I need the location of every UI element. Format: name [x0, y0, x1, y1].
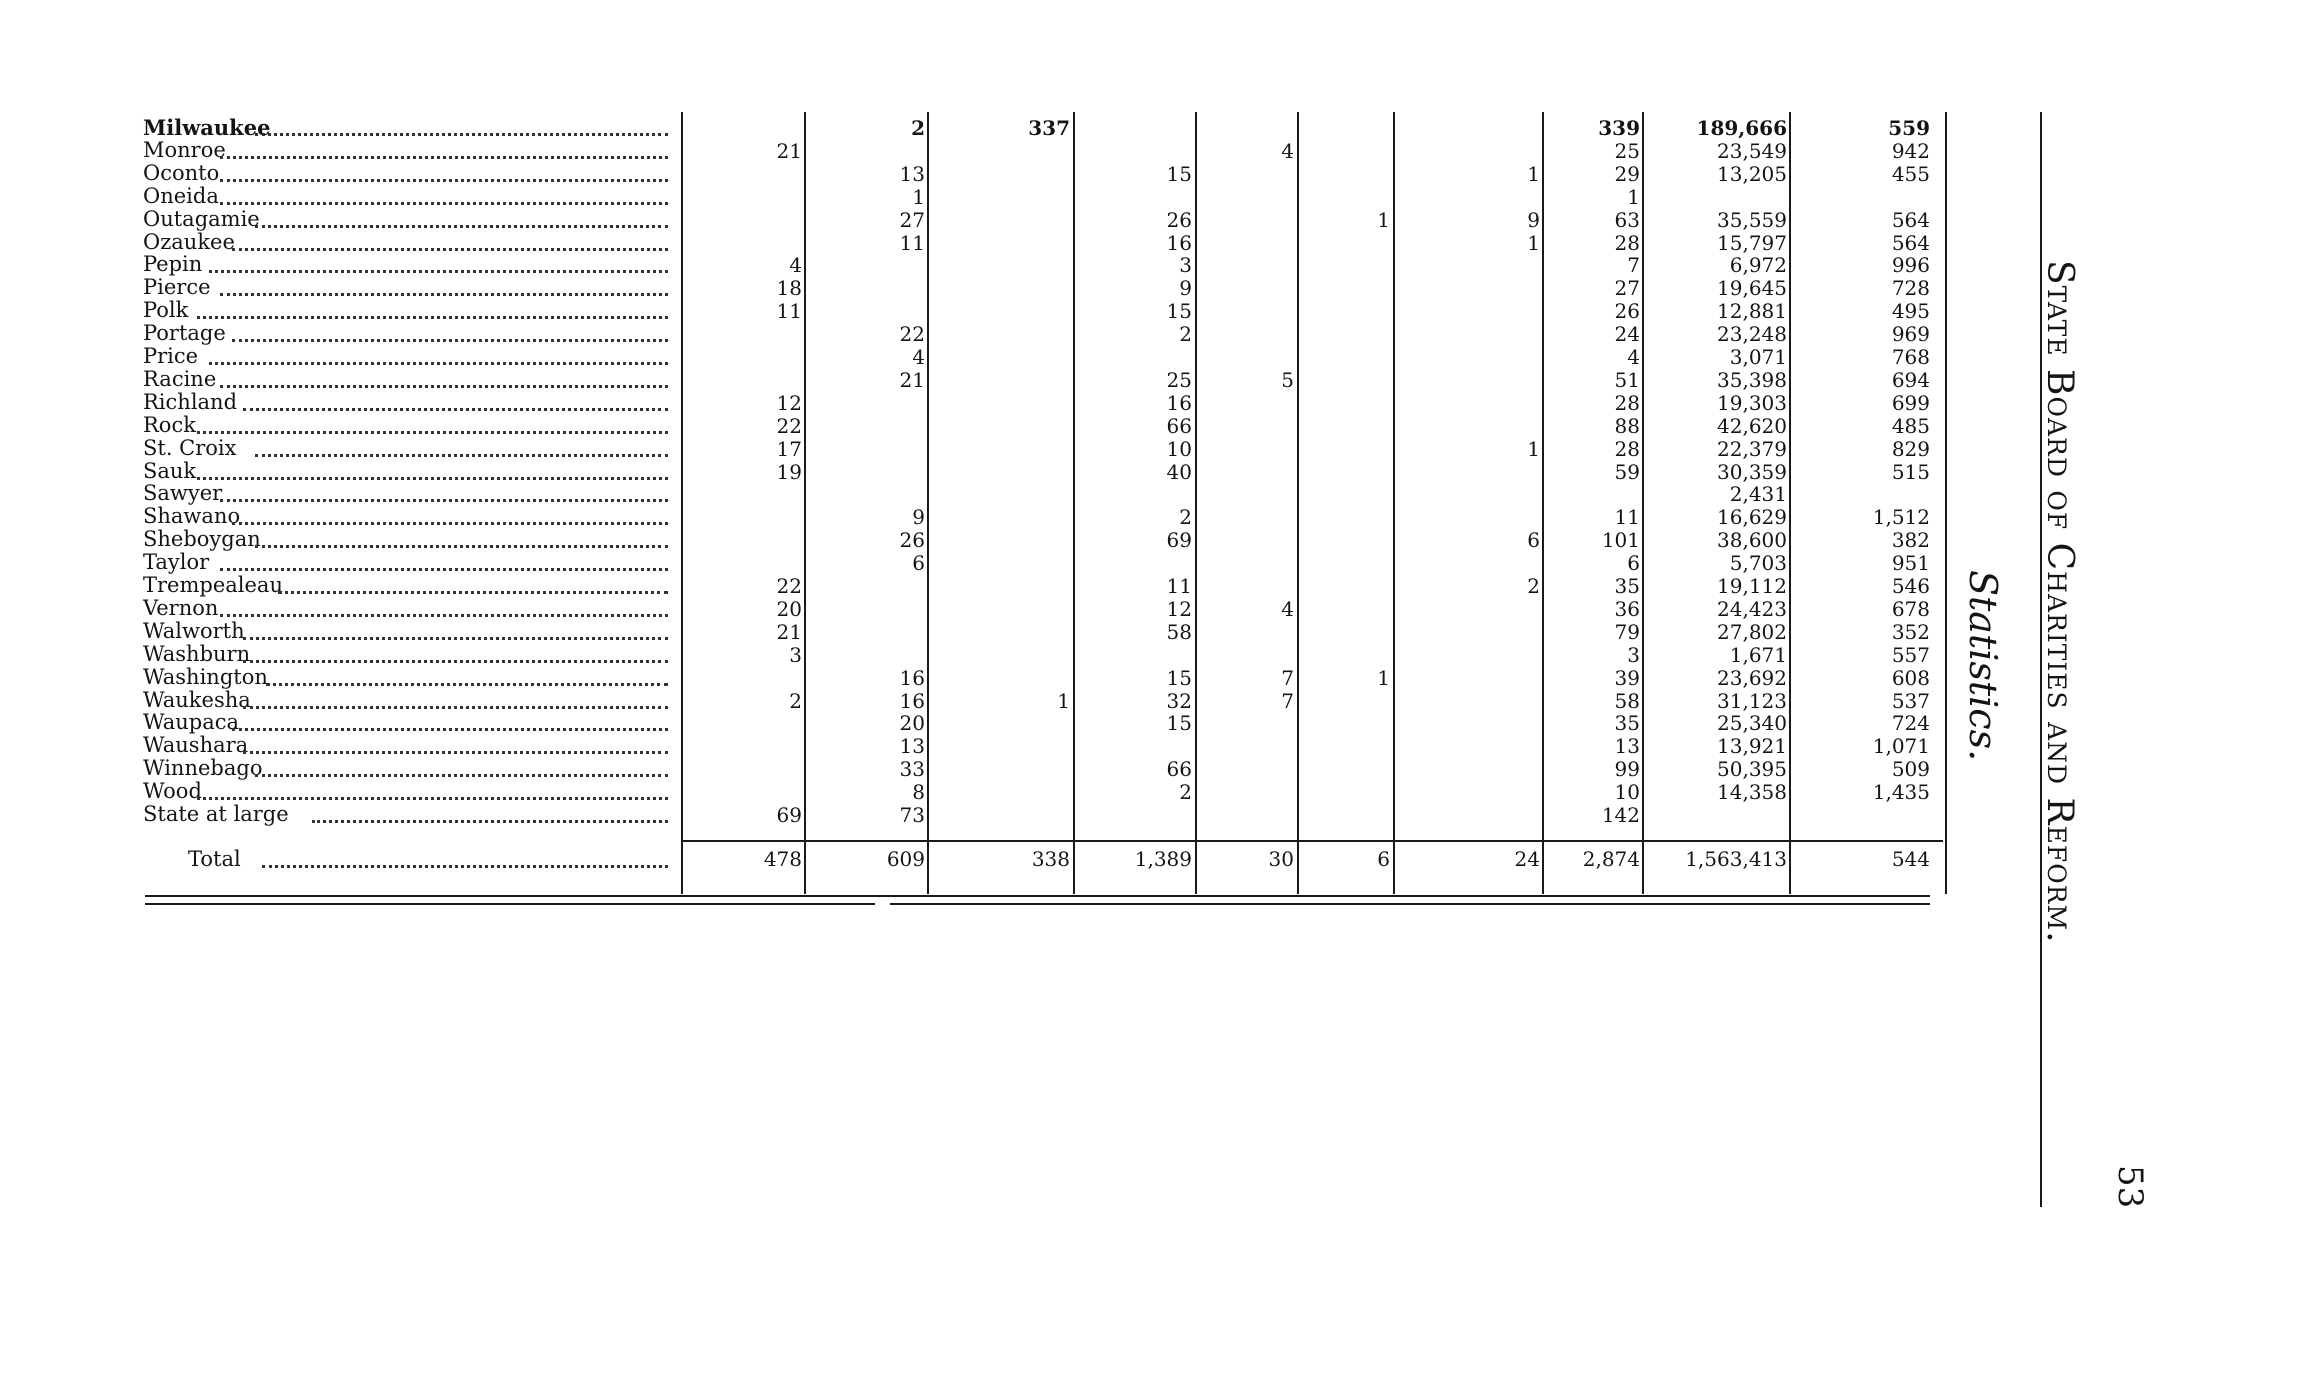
- cell-c8: 13: [1614, 734, 1640, 759]
- total-c10: 544: [1891, 847, 1930, 871]
- cell-c4: 15: [1166, 711, 1192, 736]
- cell-c10: 515: [1891, 459, 1930, 484]
- cell-c1: 2: [789, 688, 802, 713]
- leader-dots: [243, 406, 668, 411]
- section-title: Statistics.: [1961, 570, 2005, 762]
- row-name: Monroe: [143, 137, 226, 162]
- row-name: Taylor: [143, 550, 210, 575]
- total-c7: 24: [1514, 847, 1540, 871]
- leader-dots: [232, 726, 669, 731]
- column-rule: [1945, 112, 1947, 894]
- row-name: Pierce: [143, 275, 211, 300]
- row-name: Winnebago: [143, 756, 263, 781]
- cell-c10: 382: [1891, 528, 1930, 553]
- cell-c10: 455: [1891, 161, 1930, 186]
- cell-c10: 829: [1891, 436, 1930, 461]
- leader-dots: [255, 772, 669, 777]
- leader-dots: [255, 223, 669, 228]
- cell-c4: 15: [1166, 299, 1192, 324]
- horizontal-rule: [890, 903, 1930, 905]
- row-name: Outagamie: [143, 206, 260, 231]
- cell-c8: 39: [1614, 665, 1640, 690]
- cell-c4: 2: [1179, 780, 1192, 805]
- column-rule: [1393, 112, 1395, 894]
- cell-c4: 40: [1166, 459, 1192, 484]
- row-name: Waushara: [143, 733, 249, 758]
- cell-c8: 51: [1614, 367, 1640, 392]
- cell-c10: 1,435: [1872, 780, 1930, 805]
- row-name: Oneida: [143, 183, 219, 208]
- total-c8: 2,874: [1582, 847, 1640, 871]
- cell-c10: 485: [1891, 413, 1930, 438]
- cell-c8: 4: [1627, 345, 1640, 369]
- leader-dots: [197, 429, 668, 434]
- cell-c7: 1: [1527, 230, 1540, 255]
- leader-dots: [255, 543, 669, 548]
- cell-c2: 11: [899, 230, 925, 255]
- cell-c8: 6: [1627, 551, 1640, 576]
- leader-dots: [232, 520, 669, 525]
- total-c3: 338: [1031, 847, 1070, 871]
- leader-dots: [243, 749, 668, 754]
- cell-c10: 678: [1891, 596, 1930, 621]
- cell-c2: 21: [899, 367, 925, 392]
- row-name: Washburn: [143, 641, 251, 666]
- leader-dots: [255, 131, 669, 136]
- cell-c2: 22: [899, 322, 925, 347]
- row-name: Milwaukee: [143, 115, 271, 140]
- cell-c8: 79: [1614, 619, 1640, 644]
- cell-c8: 1: [1627, 184, 1640, 209]
- cell-c2: 9: [912, 505, 925, 530]
- cell-c4: 9: [1179, 276, 1192, 301]
- cell-c10: 694: [1891, 367, 1930, 392]
- cell-c9: 24,423: [1717, 596, 1787, 621]
- row-name: Shawano: [143, 504, 241, 529]
- cell-c9: 35,559: [1717, 207, 1787, 232]
- leader-dots: [220, 291, 668, 296]
- cell-c8: 35: [1614, 574, 1640, 598]
- total-c2: 609: [886, 847, 925, 871]
- cell-c8: 35: [1614, 711, 1640, 736]
- cell-c4: 66: [1166, 413, 1192, 438]
- cell-c10: 724: [1891, 711, 1930, 736]
- cell-c5: 5: [1281, 367, 1294, 392]
- cell-c8: 28: [1614, 436, 1640, 461]
- row-name: Walworth: [143, 618, 245, 643]
- leader-dots: [220, 566, 668, 571]
- cell-c8: 58: [1614, 688, 1640, 713]
- cell-c1: 20: [776, 596, 802, 621]
- leader-dots: [197, 314, 668, 319]
- cell-c8: 29: [1614, 161, 1640, 186]
- cell-c9: 23,549: [1717, 138, 1787, 163]
- leader-dots: [243, 635, 668, 640]
- cell-c4: 66: [1166, 757, 1192, 782]
- row-name: Pepin: [143, 252, 203, 277]
- cell-c7: 6: [1527, 528, 1540, 553]
- cell-c2: 26: [899, 528, 925, 553]
- row-name: Waukesha: [143, 687, 251, 712]
- cell-c1: 21: [776, 619, 802, 644]
- cell-c4: 15: [1166, 665, 1192, 690]
- cell-c2: 8: [912, 780, 925, 805]
- page-header-title: State Board of Charities and Reform.: [2039, 260, 2080, 944]
- leader-dots: [197, 475, 668, 480]
- cell-c9: 15,797: [1717, 230, 1787, 255]
- leader-dots: [220, 200, 668, 205]
- cell-c6: 1: [1377, 665, 1390, 690]
- leader-dots: [197, 795, 668, 800]
- cell-c4: 12: [1166, 596, 1192, 621]
- cell-c9: 35,398: [1717, 367, 1787, 392]
- cell-c1: 3: [789, 642, 802, 667]
- cell-c10: 951: [1891, 551, 1930, 576]
- cell-c2: 1: [912, 184, 925, 209]
- cell-c9: 23,692: [1717, 665, 1787, 690]
- leader-dots: [232, 337, 669, 342]
- cell-c8: 3: [1627, 642, 1640, 667]
- cell-c2: 2: [911, 116, 925, 140]
- cell-c6: 1: [1377, 207, 1390, 232]
- cell-c4: 10: [1166, 436, 1192, 461]
- horizontal-rule: [681, 840, 1943, 842]
- cell-c8: 7: [1627, 253, 1640, 278]
- cell-c4: 26: [1166, 207, 1192, 232]
- column-rule: [804, 112, 806, 894]
- cell-c10: 996: [1891, 253, 1930, 278]
- cell-c9: 6,972: [1729, 253, 1787, 278]
- total-c5: 30: [1268, 847, 1294, 871]
- cell-c8: 36: [1614, 596, 1640, 621]
- cell-c9: 42,620: [1717, 413, 1787, 438]
- row-name: Vernon: [143, 595, 219, 620]
- cell-c9: 38,600: [1717, 528, 1787, 553]
- cell-c7: 9: [1527, 207, 1540, 232]
- leader-dots: [243, 658, 668, 663]
- cell-c3: 337: [1028, 116, 1070, 140]
- row-name: Washington: [143, 664, 268, 689]
- cell-c9: 12,881: [1717, 299, 1787, 324]
- column-rule: [1195, 112, 1197, 894]
- cell-c8: 59: [1614, 459, 1640, 484]
- cell-c10: 969: [1891, 322, 1930, 347]
- cell-c10: 728: [1891, 276, 1930, 301]
- cell-c10: 352: [1891, 619, 1930, 644]
- row-name: State at large: [143, 802, 289, 826]
- cell-c9: 3,071: [1729, 345, 1787, 369]
- cell-c9: 23,248: [1717, 322, 1787, 347]
- row-name: Polk: [143, 298, 189, 323]
- row-name: St. Croix: [143, 435, 237, 460]
- cell-c9: 2,431: [1729, 482, 1787, 507]
- cell-c4: 32: [1166, 688, 1192, 713]
- leader-dots: [220, 177, 668, 182]
- cell-c4: 15: [1166, 161, 1192, 186]
- cell-c10: 537: [1891, 688, 1930, 713]
- cell-c10: 1,512: [1872, 505, 1930, 530]
- cell-c5: 7: [1281, 665, 1294, 690]
- cell-c4: 69: [1166, 528, 1192, 553]
- cell-c1: 17: [776, 436, 802, 461]
- horizontal-rule: [145, 895, 1930, 897]
- cell-c2: 13: [899, 734, 925, 759]
- cell-c8: 88: [1614, 413, 1640, 438]
- cell-c1: 22: [776, 574, 802, 598]
- cell-c2: 6: [912, 551, 925, 576]
- cell-c1: 21: [776, 138, 802, 163]
- row-name: Sauk: [143, 458, 197, 483]
- leader-dots: [262, 863, 668, 868]
- leader-dots: [209, 268, 669, 273]
- cell-c1: 18: [776, 276, 802, 301]
- total-label: Total: [188, 847, 241, 871]
- cell-c10: 768: [1891, 345, 1930, 369]
- column-rule: [1642, 112, 1644, 894]
- cell-c4: 2: [1179, 322, 1192, 347]
- cell-c8: 101: [1601, 528, 1640, 553]
- cell-c9: 19,303: [1717, 390, 1787, 415]
- row-name: Richland: [143, 389, 238, 414]
- cell-c2: 16: [899, 665, 925, 690]
- cell-c8: 339: [1598, 116, 1640, 140]
- cell-c3: 1: [1057, 688, 1070, 713]
- row-name: Price: [143, 344, 199, 368]
- column-rule: [1073, 112, 1075, 894]
- cell-c10: 942: [1891, 138, 1930, 163]
- page-number: 53: [2110, 1165, 2150, 1209]
- cell-c9: 30,359: [1717, 459, 1787, 484]
- cell-c2: 4: [912, 345, 925, 369]
- cell-c4: 16: [1166, 390, 1192, 415]
- row-name: Sheboygan: [143, 527, 261, 552]
- total-c4: 1,389: [1134, 847, 1192, 871]
- total-c1: 478: [763, 847, 802, 871]
- cell-c9: 5,703: [1729, 551, 1787, 576]
- cell-c9: 14,358: [1717, 780, 1787, 805]
- leader-dots: [266, 681, 668, 686]
- leader-dots: [220, 497, 668, 502]
- cell-c8: 142: [1601, 803, 1640, 827]
- leader-dots: [232, 246, 669, 251]
- cell-c9: 22,379: [1717, 436, 1787, 461]
- cell-c5: 4: [1281, 596, 1294, 621]
- cell-c9: 13,921: [1717, 734, 1787, 759]
- row-name: Oconto: [143, 160, 220, 185]
- cell-c7: 2: [1527, 574, 1540, 598]
- leader-dots: [255, 452, 669, 457]
- cell-c8: 24: [1614, 322, 1640, 347]
- leader-dots: [209, 360, 669, 365]
- leader-dots: [220, 612, 668, 617]
- cell-c9: 19,112: [1717, 574, 1787, 598]
- cell-c1: 11: [776, 299, 802, 324]
- cell-c10: 564: [1891, 230, 1930, 255]
- cell-c4: 16: [1166, 230, 1192, 255]
- row-name: Portage: [143, 321, 226, 346]
- column-rule: [1297, 112, 1299, 894]
- cell-c7: 1: [1527, 161, 1540, 186]
- cell-c7: 1: [1527, 436, 1540, 461]
- cell-c2: 73: [899, 803, 925, 827]
- cell-c1: 22: [776, 413, 802, 438]
- cell-c8: 10: [1614, 780, 1640, 805]
- column-rule: [927, 112, 929, 894]
- row-name: Sawyer: [143, 481, 223, 506]
- cell-c1: 19: [776, 459, 802, 484]
- cell-c9: 19,645: [1717, 276, 1787, 301]
- cell-c8: 11: [1614, 505, 1640, 530]
- cell-c10: 509: [1891, 757, 1930, 782]
- cell-c4: 2: [1179, 505, 1192, 530]
- cell-c9: 1,671: [1729, 642, 1787, 667]
- cell-c8: 63: [1614, 207, 1640, 232]
- leader-dots: [220, 383, 668, 388]
- cell-c1: 12: [776, 390, 802, 415]
- cell-c8: 28: [1614, 390, 1640, 415]
- cell-c10: 495: [1891, 299, 1930, 324]
- cell-c2: 33: [899, 757, 925, 782]
- cell-c9: 13,205: [1717, 161, 1787, 186]
- cell-c9: 27,802: [1717, 619, 1787, 644]
- cell-c5: 7: [1281, 688, 1294, 713]
- cell-c4: 58: [1166, 619, 1192, 644]
- row-name: Wood: [143, 779, 202, 804]
- cell-c8: 99: [1614, 757, 1640, 782]
- cell-c9: 50,395: [1717, 757, 1787, 782]
- cell-c8: 28: [1614, 230, 1640, 255]
- cell-c8: 26: [1614, 299, 1640, 324]
- cell-c10: 559: [1888, 116, 1930, 140]
- cell-c10: 608: [1891, 665, 1930, 690]
- cell-c4: 3: [1179, 253, 1192, 278]
- leader-dots: [243, 704, 668, 709]
- column-rule: [681, 112, 683, 894]
- cell-c2: 27: [899, 207, 925, 232]
- cell-c8: 25: [1614, 138, 1640, 163]
- cell-c2: 16: [899, 688, 925, 713]
- cell-c10: 1,071: [1872, 734, 1930, 759]
- cell-c4: 25: [1166, 367, 1192, 392]
- cell-c2: 13: [899, 161, 925, 186]
- cell-c9: 25,340: [1717, 711, 1787, 736]
- row-name: Rock: [143, 412, 196, 437]
- total-c9: 1,563,413: [1685, 847, 1787, 871]
- cell-c8: 27: [1614, 276, 1640, 301]
- cell-c9: 31,123: [1717, 688, 1787, 713]
- column-rule: [1789, 112, 1791, 894]
- cell-c5: 4: [1281, 138, 1294, 163]
- cell-c9: 189,666: [1696, 116, 1787, 140]
- leader-dots: [278, 589, 669, 594]
- row-name: Racine: [143, 366, 217, 391]
- row-name: Ozaukee: [143, 229, 235, 254]
- cell-c9: 16,629: [1717, 505, 1787, 530]
- cell-c10: 557: [1891, 642, 1930, 667]
- leader-dots: [220, 154, 668, 159]
- total-c6: 6: [1377, 847, 1390, 871]
- cell-c1: 69: [776, 803, 802, 827]
- row-name: Waupaca: [143, 710, 240, 735]
- cell-c4: 11: [1166, 574, 1192, 598]
- cell-c10: 546: [1891, 574, 1930, 598]
- cell-c2: 20: [899, 711, 925, 736]
- horizontal-rule: [145, 903, 875, 905]
- cell-c10: 564: [1891, 207, 1930, 232]
- cell-c10: 699: [1891, 390, 1930, 415]
- row-name: Trempealeau: [143, 573, 283, 597]
- cell-c1: 4: [789, 253, 802, 278]
- leader-dots: [312, 818, 668, 823]
- column-rule: [1542, 112, 1544, 894]
